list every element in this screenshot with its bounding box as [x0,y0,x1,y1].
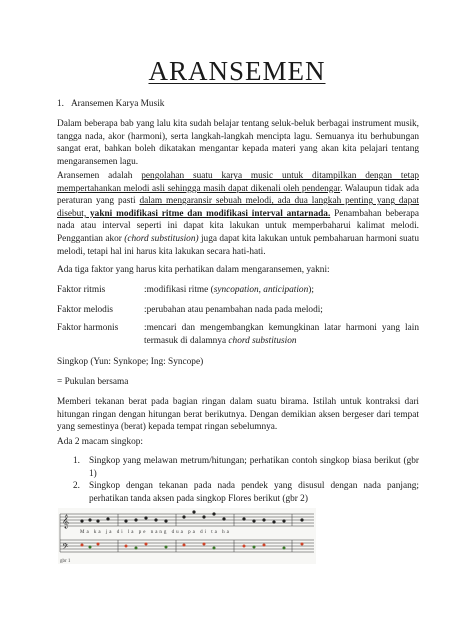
list-item: 2. Singkop dengan tekanan pada nada pendek yang disusul dengan nada panjang; perhatikan tanda aksen pada singkop Flores berikut (gbr 2) [73,481,419,504]
steps-underlined: dalam mengaransir sebuah melodi, ada dua langkah penting yang dapat disebut, [57,196,420,219]
factor-row [57,322,419,348]
types-intro: Ada 2 macam singkop: [57,437,143,447]
factors-intro: Ada tiga faktor yang harus kita perhatikan dalam mengaransemen, yakni: [57,265,330,275]
paragraph-singkop: Memberi tekanan berat pada bagian ringan dalam suatu birama. Istilah untuk kontraksi dari hitungan ringan dengan hitungan berat berikutnya. Dengan demikian aksen bergeser dari tempat yang semestinya (berat) kepada tempat ringan sebelumnya. [57,397,419,433]
steps-bold: yakni modifikasi ritme dan modifikasi interval antarnada. [86,208,331,219]
paragraph-definition: Aransemen adalah pengolahan suatu karya music untuk ditampilkan dengan tetap mempertahankan melodi asli sehingga masih dapat dikenali oleh pendengar. Walaupun tidak ada peraturan yang pasti dalam mengaransir sebuah melodi, ada dua langkah penting yang dapat disebut, yakni modifikasi ritme dan modifikasi interval antarnada. Penambahan beberapa nada atau interval seperti ini dapat kita lakukan untuk memperbaharui kalimat melodi. Penggantian akor (chord substitusion) juga dapat kita lakukan untuk pembaharuan harmoni suatu melodi, tetapi hal ini harus kita lakukan secara hati-hati. [57,171,420,257]
factor-value: :mencari dan mengembangkan kemungkinan latar harmoni yang lain termasuk di dalamnya chord substitusion [144,323,419,346]
music-score-image [58,508,316,564]
singkop-definition: = Pukulan bersama [57,377,129,387]
factor-key: Faktor ritmis [57,285,106,295]
paragraph-intro: Dalam beberapa bab yang lalu kita sudah belajar tentang seluk-beluk berbagai instrument musik, tangga nada, akor (harmoni), serta langkah-langkah mencipta lagu. Semuanya itu berhubungan sangat erat, bahkan boleh dikatakan mengantar kepada materi yang akan kita pelajari tentang mengaransemen lagu. [57,119,419,167]
sheet-music [58,508,316,564]
factor-key: Faktor melodis [57,305,114,315]
svg-text:𝄢: 𝄢 [62,543,69,554]
section-heading [57,98,419,111]
factor-row [57,304,419,317]
section-heading-text: Aransemen Karya Musik [70,99,165,109]
section-number: 1. [57,99,64,109]
factor-row [57,284,419,297]
list-item: 1. Singkop yang melawan metrum/hitungan; perhatikan contoh singkop biasa berikut (gbr 1) [73,456,419,479]
figure-caption: gbr 1 [60,559,71,564]
page-title: ARANSEMEN [148,56,326,86]
score-lyrics: Ma ka ja di la pe nang dua pa di ta ha [80,530,231,535]
definition-underlined: pengolahan suatu karya music untuk ditampilkan dengan tetap mempertahankan melodi asli sehingga masih dapat dikenali oleh pendengar [57,171,419,194]
factor-value: :perubahan atau penambahan nada pada melodi; [144,305,323,315]
svg-text:𝄞: 𝄞 [62,514,70,528]
singkop-title: Singkop (Yun: Synkope; Ing: Syncope) [57,357,204,367]
factor-value: :modifikasi ritme (syncopation, anticipation); [144,285,314,295]
factor-key: Faktor harmonis [57,323,119,333]
